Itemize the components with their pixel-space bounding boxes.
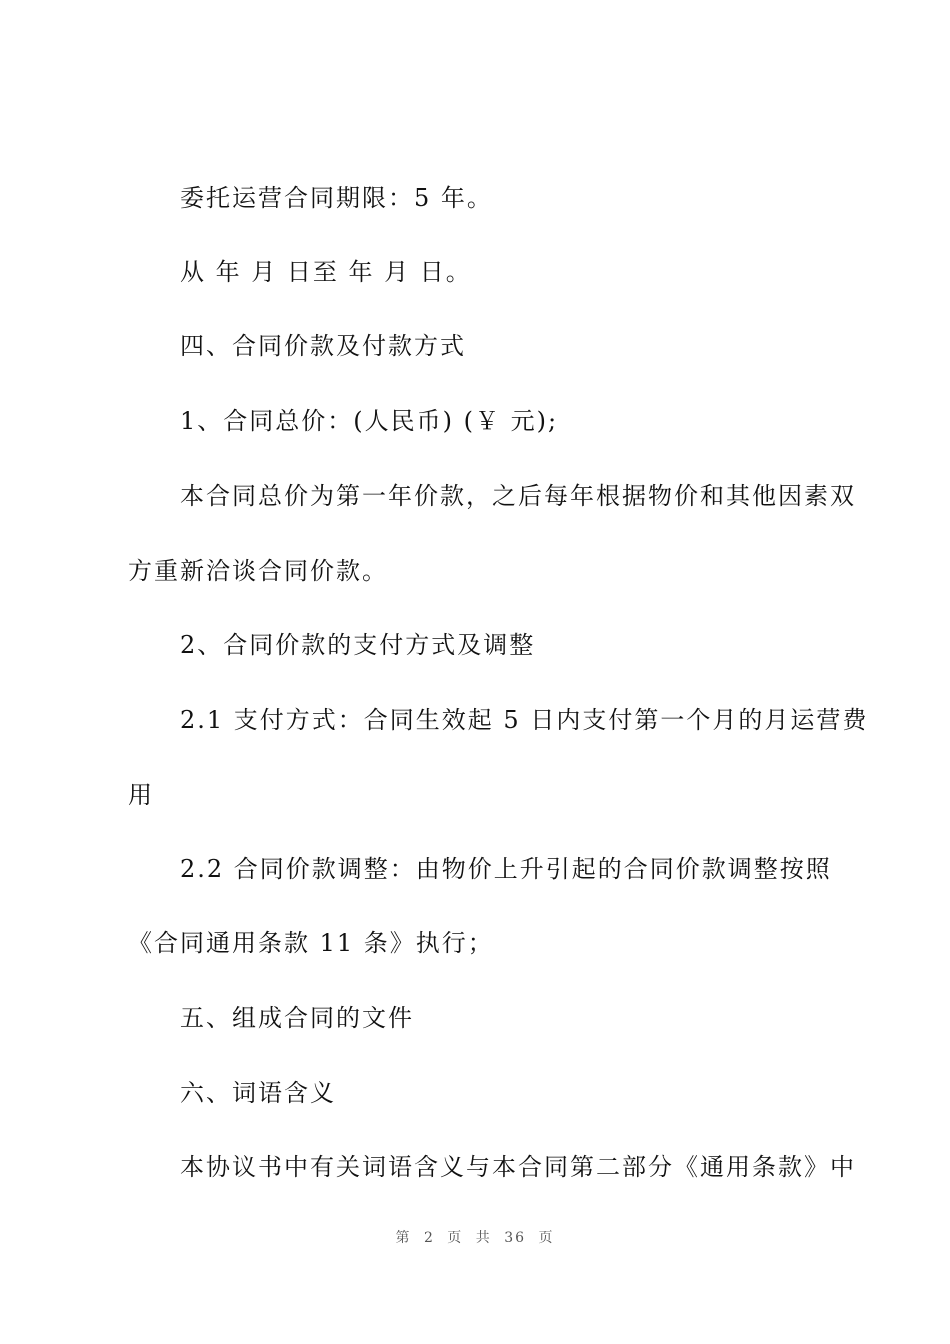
page-number-footer: 第 2 页 共 36 页 <box>395 1230 555 1246</box>
total-price-line: 1、合同总价：(人民币) (￥ 元); <box>180 407 559 435</box>
paragraph-line: 本合同总价为第一年价款，之后每年根据物价和其他因素双 <box>180 482 856 510</box>
subsection-heading-payment: 2、合同价款的支付方式及调整 <box>180 631 536 659</box>
section-heading-definitions: 六、词语含义 <box>180 1079 336 1107</box>
date-range-line: 从 年 月 日至 年 月 日。 <box>180 258 472 286</box>
clause-2-1-continuation: 用 <box>128 781 154 809</box>
paragraph-line: 方重新洽谈合同价款。 <box>128 557 388 585</box>
clause-2-2-continuation: 《合同通用条款 11 条》执行； <box>128 929 494 957</box>
paragraph-line: 本协议书中有关词语含义与本合同第二部分《通用条款》中 <box>180 1153 856 1181</box>
clause-2-2-line: 2.2 合同价款调整：由物价上升引起的合同价款调整按照 <box>180 855 832 883</box>
section-heading-price: 四、合同价款及付款方式 <box>180 332 466 360</box>
clause-2-1-line: 2.1 支付方式：合同生效起 5 日内支付第一个月的月运营费 <box>180 706 869 734</box>
contract-term-line: 委托运营合同期限：5 年。 <box>180 184 493 212</box>
section-heading-documents: 五、组成合同的文件 <box>180 1004 414 1032</box>
